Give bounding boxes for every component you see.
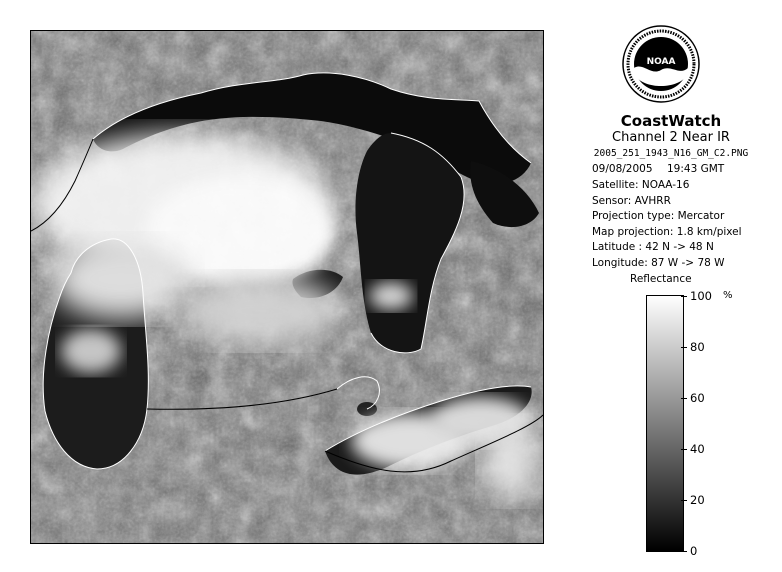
channel-label: Channel 2 Near IR (612, 130, 730, 145)
colorbar-tick-label: 40 (690, 442, 705, 456)
projection-type-label: Projection type: Mercator (592, 210, 725, 222)
map-projection-label: Map projection: 1.8 km/pixel (592, 226, 742, 238)
satellite-image (30, 30, 544, 544)
legend-unit: % (723, 290, 733, 301)
colorbar-tick (681, 500, 687, 501)
colorbar-tick-label: 20 (690, 493, 705, 507)
colorbar-tick-label: 80 (690, 340, 705, 354)
colorbar-tick (681, 398, 687, 399)
satellite-label: Satellite: NOAA-16 (592, 179, 690, 191)
colorbar-tick (681, 551, 687, 552)
acquisition-date: 09/08/2005 (592, 163, 653, 175)
file-name: 2005_251_1943_N16_GM_C2.PNG (593, 148, 749, 159)
sensor-label: Sensor: AVHRR (592, 195, 671, 207)
colorbar-tick (681, 347, 687, 348)
noaa-logo-icon (621, 24, 701, 104)
product-title: CoastWatch (620, 112, 722, 130)
colorbar-tick-label: 0 (690, 544, 698, 558)
legend-title: Reflectance (630, 273, 692, 285)
logo-text: NOAA (646, 57, 676, 67)
acquisition-time: 19:43 GMT (667, 163, 725, 175)
latitude-range-label: Latitude : 42 N -> 48 N (592, 241, 714, 253)
colorbar-tick (681, 296, 687, 297)
longitude-range-label: Longitude: 87 W -> 78 W (592, 257, 725, 269)
colorbar-tick-label: 100 (690, 289, 712, 303)
reflectance-colorbar (646, 295, 684, 552)
great-lakes-map (31, 31, 543, 543)
colorbar-tick (681, 449, 687, 450)
colorbar-tick-label: 60 (690, 391, 705, 405)
